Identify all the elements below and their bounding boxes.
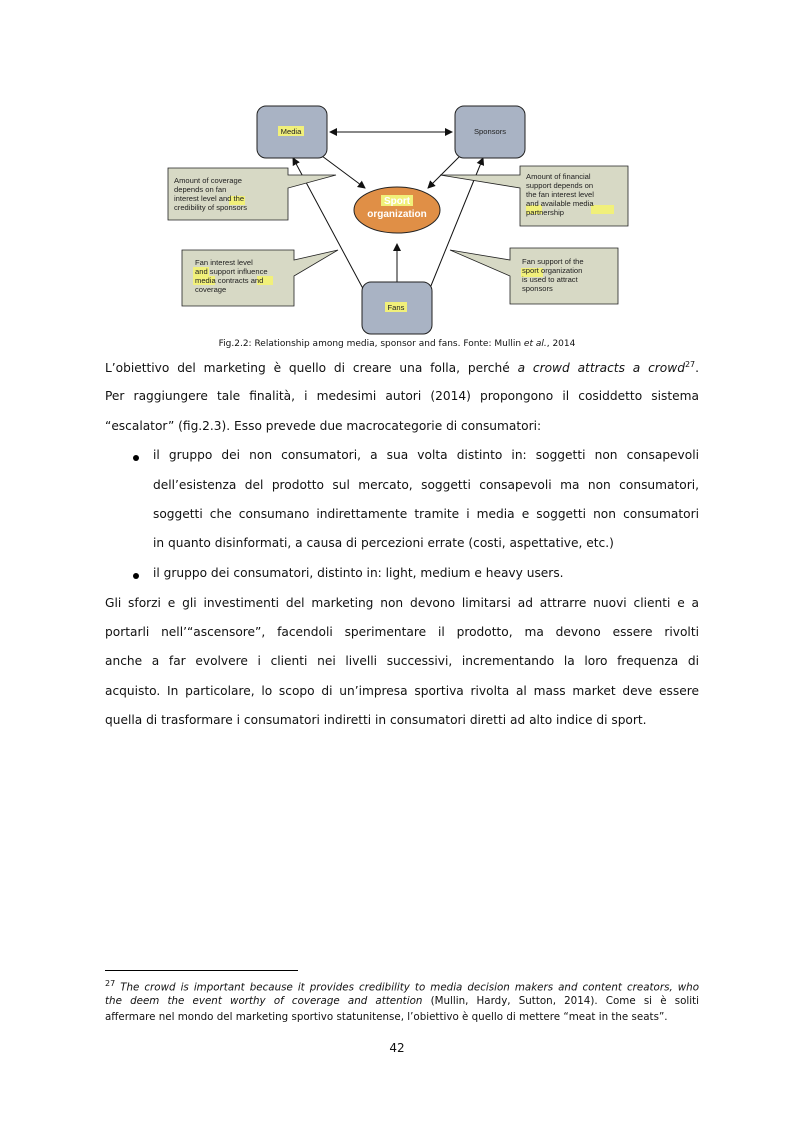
page-number: 42 (389, 1041, 405, 1055)
bullet-dot (133, 455, 139, 461)
bullet-1-line-3: soggetti che consumano indirettamente tramite i media e soggetti non consumatori (153, 507, 699, 521)
paragraph-1-line-2: Per raggiungere tale finalità, i medesimi autori (2014) propongono il cosiddetto sistema (105, 389, 699, 403)
caption-suffix: , 2014 (546, 339, 576, 349)
svg-text:Amount of financialsupport dep: Amount of financial support depends on the fan interest level and available media partnership (526, 172, 594, 217)
caption-prefix: Fig.2.2: Relationship among media, sponsor and fans. Fonte: Mullin (218, 339, 524, 349)
svg-text:Sponsors: Sponsors (473, 127, 507, 136)
callout-fan-interest (182, 250, 338, 306)
figure-caption (0, 339, 794, 349)
paragraph-2-line-2: portarli nell’“ascensore”, facendoli sperimentare il prodotto, ma devono essere rivolti (105, 625, 699, 639)
media-sport-arrow (322, 156, 365, 188)
svg-text:Fan interest leveland support: Fan interest level and support influence media contracts and coverage (195, 258, 268, 294)
svg-text:Fans: Fans (387, 303, 405, 312)
callout-coverage (168, 168, 336, 220)
paragraph-2-line-4: acquisto. In particolare, lo scopo di un’impresa sportiva rivolta al mass market deve essere (105, 684, 699, 698)
italic-phrase: a crowd attracts a crowd (517, 361, 685, 376)
callout-financial (440, 166, 628, 226)
media-node (257, 106, 327, 158)
footnote-separator (105, 970, 298, 971)
paragraph-2-line-5: quella di trasformare i consumatori indiretti in consumatori diretti ad alto indice di sport. (105, 713, 647, 727)
footnote-line-3: affermare nel mondo del marketing sportivo statunitense, l’obiettivo è quello di mettere “meat in the seats”. (105, 1011, 668, 1023)
bullet-1-line-1: il gruppo dei non consumatori, a sua volta distinto in: soggetti non consapevoli (153, 448, 699, 462)
paragraph-1-line-3: “escalator” (fig.2.3). Esso prevede due macrocategorie di consumatori: (105, 419, 542, 433)
bullet-dot (133, 573, 139, 579)
paragraph-2-line-3: anche a far evolvere i clienti nei livelli successivi, incrementando la loro frequenza di (105, 654, 699, 668)
paragraph-1-line-1: L’obiettivo del marketing è quello di creare una folla, perché a crowd attracts a crowd$^{27}$. (105, 360, 699, 376)
fans-node (362, 282, 432, 334)
diagram-canvas (160, 98, 630, 338)
svg-text:Amount of coveragedepends on f: Amount of coverage depends on fan interest level and the credibility of sponsors (174, 176, 248, 212)
svg-text:Media: Media (280, 127, 302, 136)
paragraph-2-line-1: Gli sforzi e gli investimenti del marketing non devono limitarsi ad attrarre nuovi clienti e a (105, 596, 699, 610)
svg-text:organization: organization (367, 209, 427, 220)
caption-italic: et al. (523, 339, 547, 349)
footnote-line-2: the deem the event worthy of coverage and attention (Mullin, Hardy, Sutton, 2014). Come si è soliti (105, 995, 700, 1007)
footnote-ref: 27 (684, 360, 696, 369)
bullet-1-line-4: in quanto disinformati, a causa di percezioni errate (costi, aspettative, etc.) (153, 536, 614, 550)
sport-organization-node (354, 187, 440, 233)
bullet-1-line-2: dell’esistenza del prodotto sul mercato, soggetti consapevoli ma non consumatori, (153, 478, 699, 492)
sponsors-node (455, 106, 525, 158)
callout-fan-support (450, 248, 618, 304)
relationship-diagram (160, 98, 630, 338)
svg-text:Sport: Sport (383, 196, 411, 207)
svg-text:Fan support of thesport organi: Fan support of the sport organization is used to attract sponsors (522, 257, 584, 293)
footnote-line-1: $^{27}$ The crowd is important because it provides credibility to media decision makers and content creators, who (105, 979, 699, 994)
footnote-number: 27 (105, 979, 116, 988)
bullet-2-line-1: il gruppo dei consumatori, distinto in: light, medium e heavy users. (153, 566, 564, 580)
sponsors-sport-arrow (428, 156, 460, 188)
